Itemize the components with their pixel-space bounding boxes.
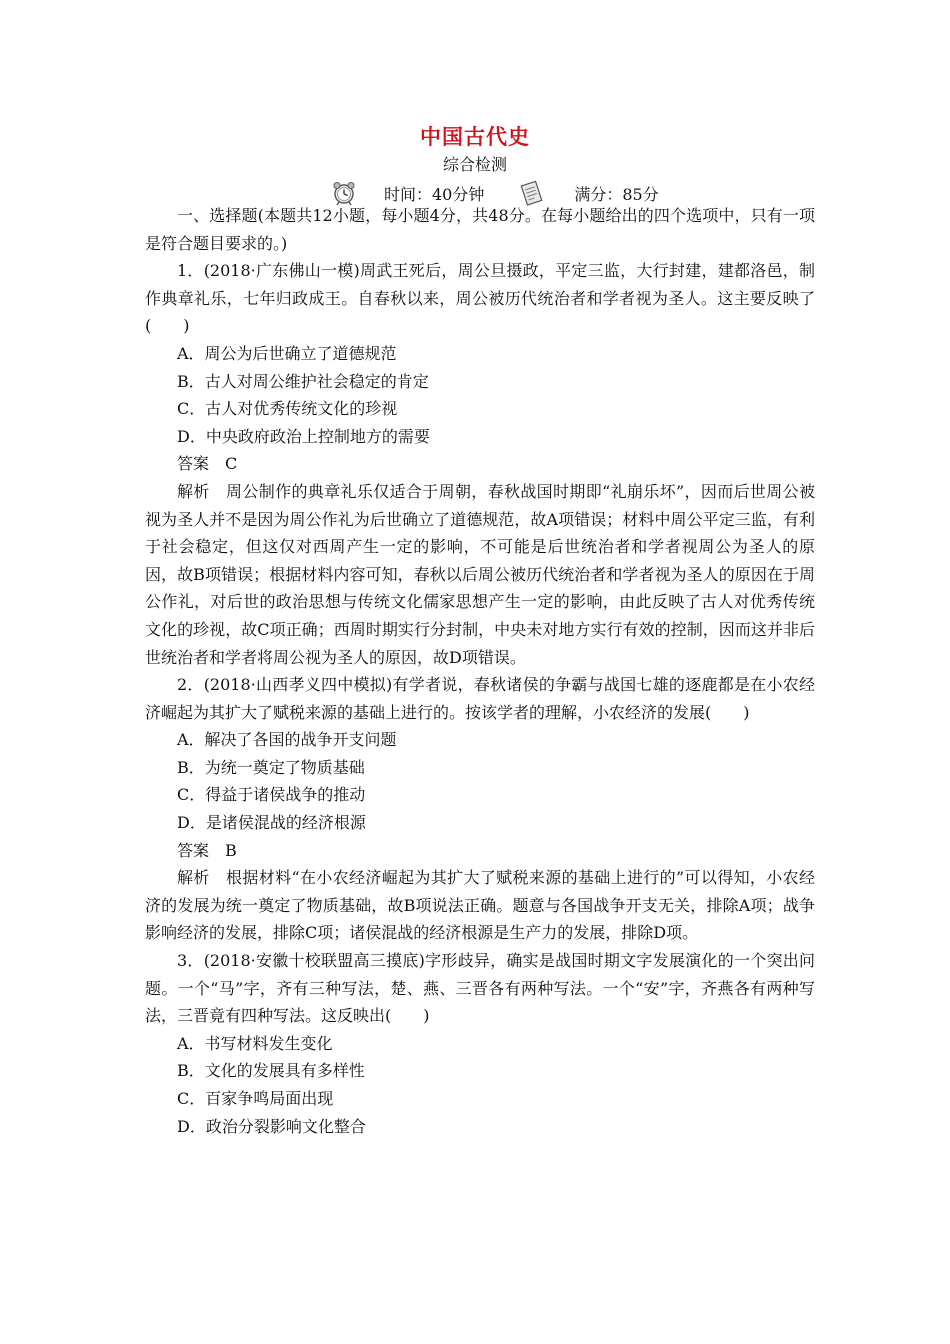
question-2-option-c: C．得益于诸侯战争的推动 [177, 785, 366, 805]
question-1-option-a: A．周公为后世确立了道德规范 [177, 343, 397, 363]
question-3-option-c: C．百家争鸣局面出现 [177, 1089, 334, 1108]
exam-content [145, 202, 815, 1140]
question-1-option-b: B．古人对周公维护社会稳定的肯定 [177, 371, 429, 391]
exam-score: 满分：85分 [574, 184, 659, 204]
exam-time: 时间：40分钟 [384, 184, 485, 204]
question-3-stem: 3．(2018·安徽十校联盟高三摸底)字形歧异，确实是战国时期文字发展演化的一个突出问题。一个“马”字，齐有三种写法，楚、燕、三晋各有两种写法。一个“安”字，齐燕各有两种写法，三晋竟有四种写法。这反映出( ) [145, 951, 815, 1026]
question-1-option-d: D．中央政府政治上控制地方的需要 [177, 426, 430, 446]
question-1-option-c: C．古人对优秀传统文化的珍视 [177, 399, 398, 419]
question-2-analysis: 解析 根据材料“在小农经济崛起为其扩大了赋税来源的基础上进行的”可以得知，小农经济的发展为统一奠定了物质基础，故B项说法正确。题意与各国战争开支无关，排除A项；战争影响经济的发展，排除C项；诸侯混战的经济根源是生产力的发展，排除D项。 [145, 868, 815, 943]
question-2-option-a: A．解决了各国的战争开支问题 [177, 730, 397, 750]
question-1-answer: 答案 C [177, 454, 238, 474]
page-subtitle: 综合检测 [442, 155, 507, 174]
page-title: 中国古代史 [420, 124, 530, 149]
question-3-option-d: D．政治分裂影响文化整合 [177, 1116, 366, 1136]
question-2-option-d: D．是诸侯混战的经济根源 [177, 813, 366, 833]
question-2-option-b: B．为统一奠定了物质基础 [177, 757, 365, 777]
question-2-answer: 答案 B [177, 840, 237, 860]
question-3-option-a: A．书写材料发生变化 [177, 1033, 333, 1053]
section-instructions: 一、选择题(本题共12小题，每小题4分，共48分。在每小题给出的四个选项中，只有一项是符合题目要求的。) [145, 206, 815, 253]
question-3-option-b: B．文化的发展具有多样性 [177, 1061, 365, 1081]
question-1-stem: 1．(2018·广东佛山一模)周武王死后，周公旦摄政，平定三监，大行封建，建都洛邑，制作典章礼乐，七年归政成王。自春秋以来，周公被历代统治者和学者视为圣人。这主要反映了( ) [145, 261, 815, 336]
question-1-analysis: 解析 周公制作的典章礼乐仅适合于周朝，春秋战国时期即“礼崩乐坏”，因而后世周公被视为圣人并不是因为周公作礼为后世确立了道德规范，故A项错误；材料中周公平定三监，有利于社会稳定，但这仅对西周产生一定的影响，不可能是后世统治者和学者视周公为圣人的原因，故B项错误；根据材料内容可知，春秋以后周公被历代统治者和学者视为圣人的原因在于周公作礼，对后世的政治思想与传统文化儒家思想产生一定的影响，由此反映了古人对优秀传统文化的珍视，故C项正确；西周时期实行分封制，中央未对地方实行有效的控制，因而这并非后世统治者和学者将周公视为圣人的原因，故D项错误。 [145, 481, 815, 667]
question-2-stem: 2．(2018·山西孝义四中模拟)有学者说，春秋诸侯的争霸与战国七雄的逐鹿都是在小农经济崛起为其扩大了赋税来源的基础上进行的。按该学者的理解，小农经济的发展( ) [145, 675, 815, 722]
